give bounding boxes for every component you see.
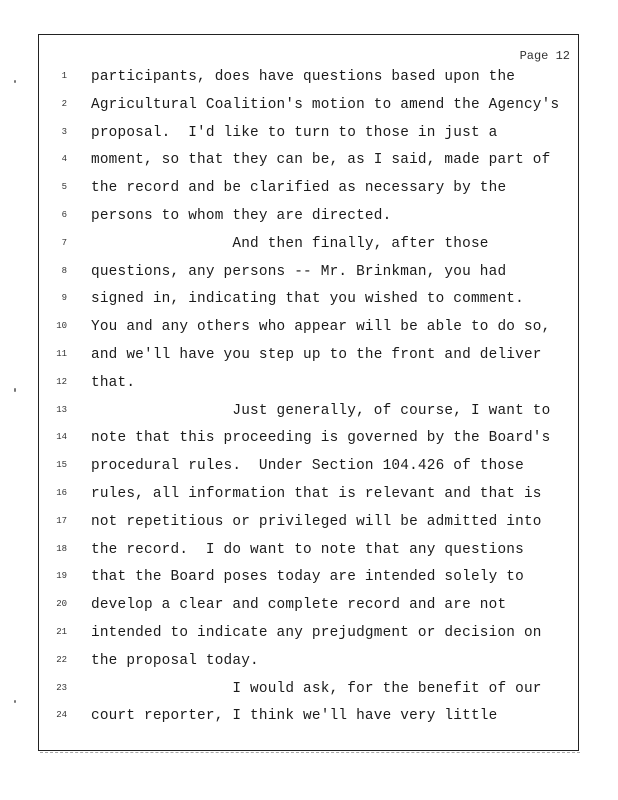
line-number: 18 bbox=[56, 543, 67, 554]
line-number: 15 bbox=[56, 460, 67, 471]
line-text: that the Board poses today are intended solely to bbox=[91, 569, 524, 586]
line-text: not repetitious or privileged will be admitted into bbox=[91, 513, 542, 530]
line-number: 23 bbox=[56, 682, 67, 693]
line-text: You and any others who appear will be able to do so, bbox=[91, 319, 551, 336]
line-number: 19 bbox=[56, 571, 67, 582]
scan-speck bbox=[14, 700, 16, 703]
line-text: the proposal today. bbox=[91, 652, 259, 669]
line-number: 20 bbox=[56, 599, 67, 610]
line-text: procedural rules. Under Section 104.426 of those bbox=[91, 458, 524, 475]
line-number: 3 bbox=[61, 126, 67, 137]
line-text: moment, so that they can be, as I said, made part of bbox=[91, 152, 551, 169]
line-number: 16 bbox=[56, 488, 67, 498]
line-number: 8 bbox=[61, 265, 67, 276]
line-text: and we'll have you step up to the front and deliver bbox=[91, 347, 542, 363]
line-number: 11 bbox=[56, 349, 67, 359]
line-number: 13 bbox=[56, 404, 67, 415]
line-text: the record. I do want to note that any questions bbox=[91, 541, 524, 558]
line-number: 21 bbox=[56, 627, 67, 637]
scan-artifact-line bbox=[40, 752, 580, 754]
line-number: 22 bbox=[56, 654, 67, 665]
line-text: intended to indicate any prejudgment or decision on bbox=[91, 625, 542, 641]
line-text: court reporter, I think we'll have very little bbox=[91, 708, 498, 725]
line-number: 5 bbox=[61, 182, 67, 193]
line-text: I would ask, for the benefit of our bbox=[91, 680, 542, 697]
page-number: Page 12 bbox=[519, 49, 570, 63]
line-text: that. bbox=[91, 374, 136, 391]
line-number: 7 bbox=[61, 237, 67, 248]
line-number: 17 bbox=[56, 515, 67, 526]
transcript-page bbox=[38, 34, 579, 751]
line-text: Just generally, of course, I want to bbox=[91, 402, 551, 419]
line-text: the record and be clarified as necessary by the bbox=[91, 180, 507, 197]
scan-speck bbox=[14, 388, 16, 392]
line-number: 1 bbox=[61, 71, 67, 81]
line-text: questions, any persons -- Mr. Brinkman, you had bbox=[91, 263, 507, 280]
line-text: signed in, indicating that you wished to comment. bbox=[91, 291, 524, 308]
line-text: persons to whom they are directed. bbox=[91, 208, 392, 224]
line-text: participants, does have questions based upon the bbox=[91, 69, 516, 85]
line-number: 4 bbox=[61, 154, 67, 165]
line-text: And then finally, after those bbox=[91, 235, 489, 252]
line-number: 9 bbox=[61, 293, 67, 304]
line-number: 6 bbox=[61, 210, 67, 220]
line-number: 10 bbox=[56, 321, 67, 332]
line-number: 14 bbox=[56, 432, 67, 443]
line-text: note that this proceeding is governed by the Board's bbox=[91, 430, 551, 447]
line-text: rules, all information that is relevant and that is bbox=[91, 486, 542, 502]
line-number: 24 bbox=[56, 710, 67, 721]
scan-speck bbox=[14, 80, 16, 83]
line-number: 2 bbox=[61, 98, 67, 109]
line-text: Agricultural Coalition's motion to amend the Agency's bbox=[91, 96, 560, 113]
line-number: 12 bbox=[56, 376, 67, 387]
line-text: develop a clear and complete record and are not bbox=[91, 597, 507, 614]
line-text: proposal. I'd like to turn to those in just a bbox=[91, 124, 498, 141]
